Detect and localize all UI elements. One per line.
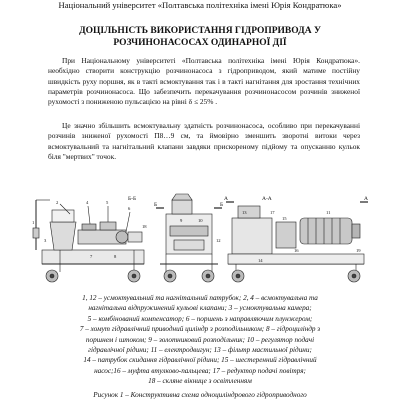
section-mark-b-right: Б [220,202,224,208]
legend-line: гідравлічної рідини; 11 – електродвигун; 13 – фільтр мастильної рідини; [88,346,312,355]
title-line-2: РОЗЧИНОНАСОСАХ ОДИНАРНОЇ ДІЇ [113,38,287,48]
part-number: 7 [90,254,93,259]
figure-legend [40,293,360,387]
part-number: 16 [294,248,299,253]
figure-caption: Рисунок 1 – Конструктивна схема одноциліндрового гідроприводного [93,391,307,399]
part-number: 9 [180,218,183,223]
article-title [40,25,360,49]
part-number: 4 [86,200,89,205]
part-number: 18 [142,224,147,229]
part-number: 17 [270,210,275,215]
part-number: 13 [242,210,247,215]
part-number: 19 [356,248,361,253]
pump-technical-drawing [30,192,370,290]
part-number: 5 [106,200,109,205]
paragraph-1-text: При Національному університеті «Полтавська політехніка імені Юрія Кондратюка». необхідно створити конструкцію розчинонасоса з гідроприводом, який матиме постійну швидкість руху поршня, як в такті всмоктування так і в такті нагнітання для зростання технічних параметрів розчинонасоса. Що забезпечить перекачування розчинонасосом розчинів зниженої рухомості з пониженою пульсацією на рівні δ ≤ 25% . [48,56,360,107]
part-number: 6 [128,206,131,211]
part-number: 1 [32,220,35,225]
legend-line: поршнем і штоком; 9 – золотниковий розподільник; 10 – регулятор подачі [85,335,315,344]
legend-line: 5 – комбінований компенсатор; 6 – поршень з направляючим плунжером; [87,314,313,323]
paragraph-2-text: Це значно збільшить всмоктувальну здатність розчинонасоса, особливо при перекачуванні розчинів зниженої рухомості П8…9 см, та ймовірно зменшить зворотні витоки через всмоктувальний та нагнітальний клапани завдяки прискореному підйому та опусканню кульок біля "мертвих" точок. [48,121,360,161]
section-mark-a-left: А [224,196,228,202]
part-number: 10 [198,218,203,223]
legend-line: нагнітальна відпружинений кульові клапани; 3 – усмоктувальна камера; [88,304,312,313]
view-label-a-a: А-А [262,196,272,202]
paragraph-2 [48,121,360,162]
view-label-b-b: Б-Б [128,196,137,202]
motor-view-drawing [226,202,368,282]
legend-line: 18 – скляне вікнице з освітленням [148,377,252,386]
front-view-drawing [156,194,222,282]
section-mark-a-right: А [364,196,368,202]
title-line-1: ДОЦІЛЬНІСТЬ ВИКОРИСТАННЯ ГІДРОПРИВОДА У [79,26,321,36]
legend-line: насос;16 – муфта втулково-пальцева; 17 – редуктор подачі повітря; [94,366,306,375]
part-number: 3 [44,238,47,243]
part-number: 15 [282,216,287,221]
side-view-drawing [33,200,144,282]
section-mark-b-left: Б [154,202,158,208]
page-header: Національний університет «Полтавська політехніка імені Юрія Кондратюка» [58,0,342,10]
legend-line: 14 – патрубок скидання гідравлічної рідини; 15 – шестеренний гідравлічний [83,356,317,365]
part-number: 8 [114,254,117,259]
legend-line: 7 – хомут гідравлічний приводний циліндр з розподільником; 8 – гідроциліндр з [79,325,321,334]
legend-line: 1, 12 – усмоктувальний та нагнітальний патрубок; 2, 4 – всмоктувальна та [82,294,318,302]
part-number: 2 [56,200,59,205]
part-number: 14 [258,258,263,263]
part-number: 12 [216,238,221,243]
paragraph-1 [48,56,360,107]
part-number: 11 [326,210,331,215]
